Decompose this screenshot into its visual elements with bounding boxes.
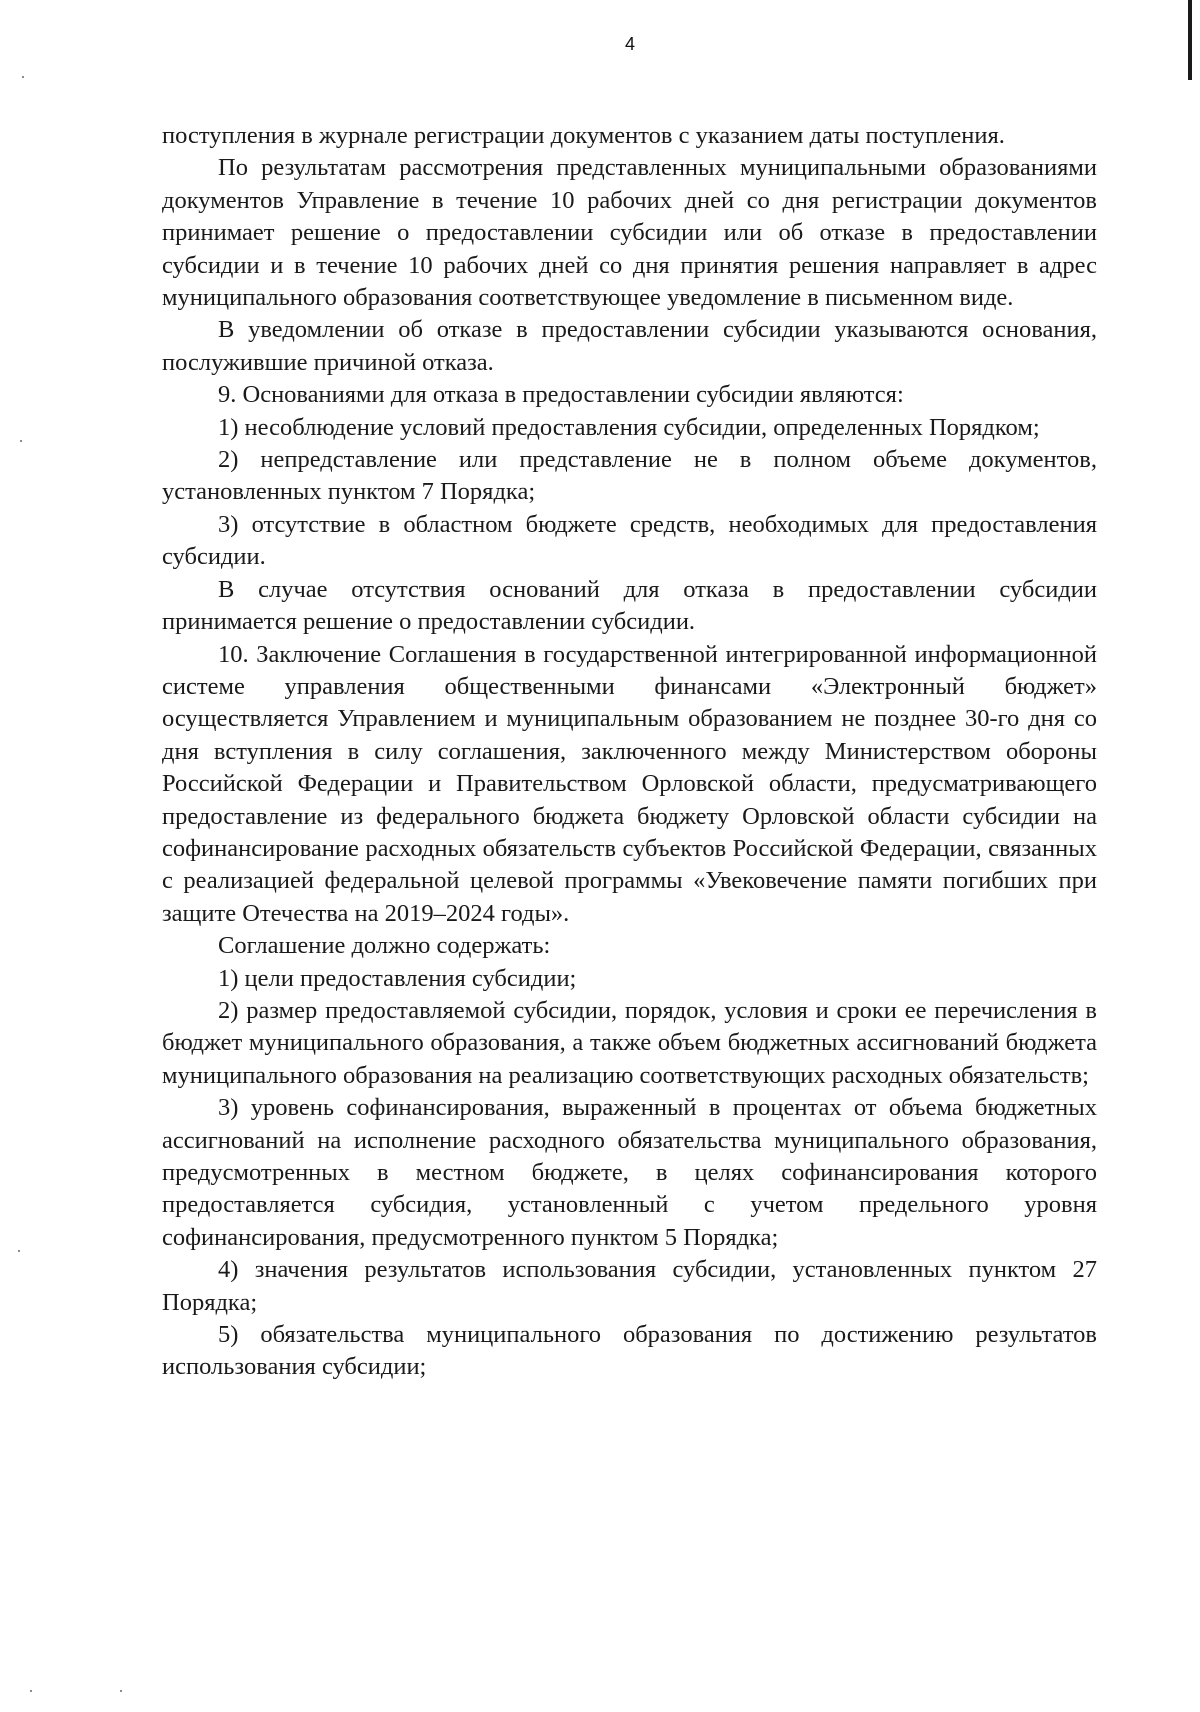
- scan-speck: [120, 1690, 122, 1692]
- paragraph: По результатам рассмотрения представленных муниципальными образованиями документов Управление в течение 10 рабочих дней со дня регистрации документов принимает решение о предоставлении субсидии или об отказе в предоставлении субсидии и в течение 10 рабочих дней со дня принятия решения направляет в адрес муниципального образования соответствующее уведомление в письменном виде.: [162, 154, 1097, 312]
- page-number: 4: [624, 34, 635, 54]
- scan-speck: [20, 440, 22, 442]
- paragraph: Соглашение должно содержать:: [218, 932, 551, 960]
- paragraph: 2) размер предоставляемой субсидии, порядок, условия и сроки ее перечисления в бюджет муниципального образования, а также объем бюджетных ассигнований бюджета муниципального образования на реализацию соответствующих расходных обязательств;: [162, 996, 1097, 1089]
- paragraph: поступления в журнале регистрации документов с указанием даты поступления.: [162, 122, 1005, 149]
- paragraph: 9. Основаниями для отказа в предоставлении субсидии являются:: [218, 381, 904, 409]
- document-body: [162, 120, 1097, 1384]
- scan-speck: [18, 1250, 20, 1252]
- paragraph: 2) непредставление или представление не в полном объеме документов, установленных пунктом 7 Порядка;: [162, 446, 1097, 506]
- paragraph: 1) несоблюдение условий предоставления субсидии, определенных Порядком;: [218, 413, 1040, 441]
- paragraph: В уведомлении об отказе в предоставлении субсидии указываются основания, послужившие причиной отказа.: [162, 316, 1097, 376]
- paragraph: В случае отсутствия оснований для отказа в предоставлении субсидии принимается решение о предоставлении субсидии.: [162, 575, 1097, 636]
- paragraph: 5) обязательства муниципального образования по достижению результатов использования субсидии;: [162, 1321, 1097, 1381]
- scan-speck: [30, 1690, 32, 1692]
- paragraph: 1) цели предоставления субсидии;: [218, 964, 577, 992]
- paragraph: 4) значения результатов использования субсидии, установленных пунктом 27 Порядка;: [162, 1256, 1097, 1316]
- paragraph: 3) уровень софинансирования, выраженный в процентах от объема бюджетных ассигнований на исполнение расходного обязательства муниципального образования, предусмотренных в местном бюджете, в целях софинансирования которого предоставляется субсидия, установленный с учетом предельного уровня софинансирования, предусмотренного пунктом 5 Порядка;: [162, 1094, 1097, 1251]
- scan-speck: [22, 76, 24, 78]
- paragraph: 10. Заключение Соглашения в государственной интегрированной информационной системе управления общественными финансами «Электронный бюджет» осуществляется Управлением и муниципальным образованием не позднее 30-го дня со дня вступления в силу соглашения, заключенного между Министерством обороны Российской Федерации и Правительством Орловской области, предусматривающего предоставление из федерального бюджета бюджету Орловской области субсидии на софинансирование расходных обязательств субъектов Российской Федерации, связанных с реализацией федеральной целевой программы «Увековечение памяти погибших при защите Отечества на 2019–2024 годы».: [162, 640, 1097, 927]
- paragraph: 3) отсутствие в областном бюджете средств, необходимых для предоставления субсидии.: [162, 510, 1097, 571]
